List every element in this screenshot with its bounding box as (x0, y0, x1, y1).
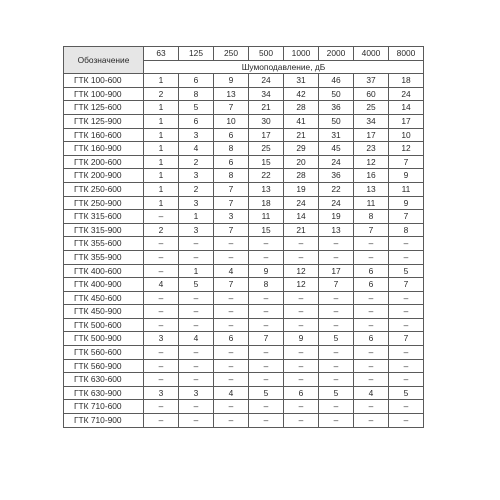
noise-value-cell: 10 (389, 128, 424, 142)
noise-value-cell: 9 (284, 332, 319, 346)
noise-value-cell: 17 (354, 128, 389, 142)
noise-value-cell: 34 (354, 114, 389, 128)
noise-value-cell: 13 (214, 87, 249, 101)
noise-value-cell: 25 (354, 101, 389, 115)
noise-value-cell: 6 (179, 114, 214, 128)
row-designation: ГТК 100-900 (64, 87, 144, 101)
noise-value-cell: – (389, 346, 424, 360)
noise-value-cell: 1 (144, 169, 179, 183)
noise-value-cell: 24 (319, 155, 354, 169)
noise-value-cell: 4 (214, 386, 249, 400)
noise-value-cell: 5 (319, 386, 354, 400)
noise-reduction-subheader: Шумоподавление, дБ (144, 60, 424, 74)
noise-value-cell: – (284, 250, 319, 264)
noise-value-cell: – (144, 264, 179, 278)
noise-value-cell: 50 (319, 114, 354, 128)
table-row (64, 87, 424, 101)
row-designation: ГТК 560-600 (64, 346, 144, 360)
noise-value-cell: – (144, 359, 179, 373)
noise-value-cell: 7 (354, 223, 389, 237)
table-row (64, 359, 424, 373)
noise-value-cell: 22 (319, 182, 354, 196)
noise-value-cell: – (144, 318, 179, 332)
noise-value-cell: – (179, 305, 214, 319)
noise-value-cell: 7 (214, 196, 249, 210)
noise-value-cell: – (214, 250, 249, 264)
noise-value-cell: – (284, 318, 319, 332)
noise-value-cell: 7 (214, 278, 249, 292)
noise-value-cell: 25 (249, 142, 284, 156)
table-row (64, 128, 424, 142)
noise-value-cell: – (144, 400, 179, 414)
noise-value-cell: 8 (214, 142, 249, 156)
noise-value-cell: – (389, 359, 424, 373)
noise-value-cell: 7 (389, 155, 424, 169)
noise-value-cell: 6 (214, 155, 249, 169)
noise-value-cell: – (214, 237, 249, 251)
row-designation: ГТК 125-600 (64, 101, 144, 115)
noise-value-cell: – (214, 305, 249, 319)
noise-value-cell: 22 (249, 169, 284, 183)
noise-value-cell: 8 (389, 223, 424, 237)
noise-value-cell: – (354, 305, 389, 319)
row-designation: ГТК 200-600 (64, 155, 144, 169)
noise-value-cell: – (354, 250, 389, 264)
noise-value-cell: – (214, 414, 249, 428)
noise-value-cell: 1 (144, 196, 179, 210)
row-designation: ГТК 400-900 (64, 278, 144, 292)
noise-value-cell: – (214, 359, 249, 373)
noise-value-cell: – (319, 400, 354, 414)
noise-value-cell: – (284, 373, 319, 387)
table-row (64, 196, 424, 210)
noise-value-cell: 15 (249, 223, 284, 237)
noise-value-cell: 6 (284, 386, 319, 400)
noise-value-cell: 9 (214, 74, 249, 88)
noise-value-cell: 15 (249, 155, 284, 169)
noise-value-cell: 21 (249, 101, 284, 115)
frequency-header: 1000 (284, 47, 319, 61)
table-row (64, 223, 424, 237)
noise-value-cell: – (144, 291, 179, 305)
noise-value-cell: 30 (249, 114, 284, 128)
noise-value-cell: 7 (214, 101, 249, 115)
row-designation: ГТК 355-900 (64, 250, 144, 264)
noise-value-cell: 7 (214, 182, 249, 196)
noise-value-cell: 9 (389, 169, 424, 183)
noise-value-cell: 13 (249, 182, 284, 196)
noise-value-cell: 16 (354, 169, 389, 183)
noise-value-cell: 6 (179, 74, 214, 88)
noise-value-cell: 5 (249, 386, 284, 400)
noise-value-cell: – (389, 318, 424, 332)
noise-value-cell: 3 (179, 128, 214, 142)
noise-value-cell: – (179, 291, 214, 305)
noise-value-cell: – (214, 373, 249, 387)
noise-value-cell: 21 (284, 223, 319, 237)
table-body (64, 74, 424, 427)
noise-value-cell: 46 (319, 74, 354, 88)
noise-value-cell: – (144, 305, 179, 319)
noise-value-cell: – (179, 414, 214, 428)
noise-value-cell: – (319, 373, 354, 387)
noise-value-cell: – (249, 346, 284, 360)
noise-value-cell: 60 (354, 87, 389, 101)
noise-value-cell: 6 (354, 332, 389, 346)
noise-value-cell: 41 (284, 114, 319, 128)
noise-value-cell: 12 (284, 278, 319, 292)
row-designation: ГТК 630-900 (64, 386, 144, 400)
row-designation: ГТК 710-600 (64, 400, 144, 414)
noise-value-cell: 11 (249, 210, 284, 224)
noise-reduction-table-container (63, 46, 424, 428)
noise-value-cell: – (179, 346, 214, 360)
noise-value-cell: – (179, 373, 214, 387)
noise-value-cell: 1 (144, 182, 179, 196)
noise-value-cell: – (319, 414, 354, 428)
noise-value-cell: 21 (284, 128, 319, 142)
noise-value-cell: 12 (354, 155, 389, 169)
table-row (64, 278, 424, 292)
frequency-header: 8000 (389, 47, 424, 61)
row-designation: ГТК 315-900 (64, 223, 144, 237)
designation-header: Обозначение (64, 47, 144, 74)
table-row (64, 101, 424, 115)
table-row (64, 114, 424, 128)
noise-value-cell: – (284, 400, 319, 414)
noise-value-cell: 24 (389, 87, 424, 101)
table-row (64, 210, 424, 224)
noise-value-cell: – (319, 305, 354, 319)
noise-value-cell: 28 (284, 169, 319, 183)
noise-value-cell: 24 (319, 196, 354, 210)
noise-value-cell: 1 (144, 128, 179, 142)
noise-value-cell: – (249, 400, 284, 414)
noise-value-cell: – (179, 237, 214, 251)
noise-value-cell: 5 (389, 386, 424, 400)
noise-value-cell: 20 (284, 155, 319, 169)
noise-value-cell: – (249, 318, 284, 332)
noise-value-cell: – (319, 250, 354, 264)
noise-value-cell: – (354, 359, 389, 373)
noise-value-cell: 12 (284, 264, 319, 278)
row-designation: ГТК 355-600 (64, 237, 144, 251)
table-row (64, 400, 424, 414)
noise-value-cell: 13 (319, 223, 354, 237)
table-row (64, 74, 424, 88)
noise-value-cell: 5 (179, 278, 214, 292)
noise-value-cell: 36 (319, 101, 354, 115)
table-row (64, 386, 424, 400)
noise-value-cell: – (144, 210, 179, 224)
noise-value-cell: 7 (389, 278, 424, 292)
noise-value-cell: – (144, 346, 179, 360)
noise-value-cell: 4 (354, 386, 389, 400)
noise-value-cell: 3 (144, 386, 179, 400)
noise-value-cell: 4 (144, 278, 179, 292)
noise-value-cell: – (354, 373, 389, 387)
noise-value-cell: 7 (214, 223, 249, 237)
noise-value-cell: 34 (249, 87, 284, 101)
noise-value-cell: – (319, 346, 354, 360)
noise-value-cell: – (249, 250, 284, 264)
noise-value-cell: 4 (179, 142, 214, 156)
noise-value-cell: 7 (389, 210, 424, 224)
row-designation: ГТК 160-600 (64, 128, 144, 142)
noise-value-cell: 3 (179, 196, 214, 210)
noise-value-cell: 5 (179, 101, 214, 115)
noise-value-cell: 6 (214, 332, 249, 346)
noise-value-cell: 3 (214, 210, 249, 224)
noise-value-cell: 3 (144, 332, 179, 346)
row-designation: ГТК 450-900 (64, 305, 144, 319)
noise-value-cell: 1 (144, 74, 179, 88)
noise-value-cell: 31 (319, 128, 354, 142)
noise-value-cell: – (354, 346, 389, 360)
row-designation: ГТК 500-600 (64, 318, 144, 332)
noise-value-cell: 2 (179, 182, 214, 196)
noise-value-cell: 14 (389, 101, 424, 115)
noise-value-cell: – (144, 237, 179, 251)
noise-value-cell: – (284, 291, 319, 305)
noise-value-cell: – (214, 346, 249, 360)
table-row (64, 291, 424, 305)
noise-value-cell: 8 (214, 169, 249, 183)
row-designation: ГТК 100-600 (64, 74, 144, 88)
noise-value-cell: 28 (284, 101, 319, 115)
noise-value-cell: 24 (249, 74, 284, 88)
row-designation: ГТК 250-600 (64, 182, 144, 196)
noise-value-cell: 31 (284, 74, 319, 88)
noise-value-cell: – (179, 400, 214, 414)
noise-value-cell: 6 (354, 264, 389, 278)
row-designation: ГТК 160-900 (64, 142, 144, 156)
row-designation: ГТК 630-600 (64, 373, 144, 387)
frequency-header: 500 (249, 47, 284, 61)
noise-value-cell: 7 (319, 278, 354, 292)
noise-value-cell: 4 (214, 264, 249, 278)
noise-value-cell: – (144, 250, 179, 264)
row-designation: ГТК 400-600 (64, 264, 144, 278)
noise-value-cell: – (389, 250, 424, 264)
noise-value-cell: 1 (144, 155, 179, 169)
noise-value-cell: 9 (389, 196, 424, 210)
table-row (64, 142, 424, 156)
noise-value-cell: – (354, 400, 389, 414)
noise-value-cell: 1 (179, 264, 214, 278)
noise-value-cell: 10 (214, 114, 249, 128)
noise-value-cell: – (144, 414, 179, 428)
noise-value-cell: 18 (389, 74, 424, 88)
noise-value-cell: – (319, 318, 354, 332)
table-row (64, 182, 424, 196)
noise-value-cell: – (354, 318, 389, 332)
row-designation: ГТК 450-600 (64, 291, 144, 305)
noise-value-cell: – (179, 359, 214, 373)
frequency-header: 63 (144, 47, 179, 61)
noise-value-cell: 37 (354, 74, 389, 88)
noise-value-cell: 29 (284, 142, 319, 156)
noise-value-cell: – (249, 373, 284, 387)
noise-value-cell: 1 (179, 210, 214, 224)
noise-value-cell: – (179, 250, 214, 264)
noise-value-cell: 2 (179, 155, 214, 169)
noise-value-cell: – (249, 237, 284, 251)
noise-value-cell: 3 (179, 169, 214, 183)
row-designation: ГТК 710-900 (64, 414, 144, 428)
noise-value-cell: – (249, 414, 284, 428)
table-row (64, 264, 424, 278)
table-row (64, 155, 424, 169)
noise-value-cell: 2 (144, 87, 179, 101)
noise-value-cell: – (214, 400, 249, 414)
noise-value-cell: – (389, 237, 424, 251)
noise-value-cell: 11 (389, 182, 424, 196)
frequency-header-row (64, 47, 424, 61)
noise-value-cell: – (284, 346, 319, 360)
noise-value-cell: – (284, 305, 319, 319)
row-designation: ГТК 500-900 (64, 332, 144, 346)
noise-value-cell: 3 (179, 386, 214, 400)
noise-value-cell: 14 (284, 210, 319, 224)
noise-value-cell: – (249, 291, 284, 305)
noise-value-cell: 45 (319, 142, 354, 156)
noise-value-cell: – (389, 373, 424, 387)
table-row (64, 250, 424, 264)
noise-value-cell: 24 (284, 196, 319, 210)
noise-value-cell: – (144, 373, 179, 387)
table-row (64, 373, 424, 387)
noise-value-cell: 7 (249, 332, 284, 346)
noise-value-cell: 17 (319, 264, 354, 278)
noise-value-cell: – (319, 237, 354, 251)
table-row (64, 305, 424, 319)
noise-value-cell: 12 (389, 142, 424, 156)
noise-value-cell: 3 (179, 223, 214, 237)
frequency-header: 250 (214, 47, 249, 61)
noise-value-cell: 11 (354, 196, 389, 210)
noise-value-cell: 8 (249, 278, 284, 292)
noise-value-cell: 17 (389, 114, 424, 128)
table-row (64, 414, 424, 428)
noise-value-cell: – (284, 359, 319, 373)
noise-value-cell: 8 (354, 210, 389, 224)
table-row (64, 346, 424, 360)
row-designation: ГТК 200-900 (64, 169, 144, 183)
noise-value-cell: – (389, 305, 424, 319)
noise-value-cell: – (179, 318, 214, 332)
noise-value-cell: – (354, 414, 389, 428)
noise-value-cell: 1 (144, 142, 179, 156)
noise-value-cell: 23 (354, 142, 389, 156)
table-row (64, 332, 424, 346)
noise-value-cell: – (389, 291, 424, 305)
frequency-header: 4000 (354, 47, 389, 61)
noise-value-cell: 1 (144, 101, 179, 115)
table-row (64, 237, 424, 251)
noise-value-cell: 4 (179, 332, 214, 346)
noise-value-cell: – (389, 400, 424, 414)
noise-value-cell: – (284, 414, 319, 428)
noise-value-cell: 1 (144, 114, 179, 128)
noise-value-cell: 17 (249, 128, 284, 142)
noise-value-cell: 50 (319, 87, 354, 101)
frequency-header: 125 (179, 47, 214, 61)
noise-value-cell: 36 (319, 169, 354, 183)
noise-value-cell: – (354, 237, 389, 251)
noise-value-cell: 42 (284, 87, 319, 101)
noise-value-cell: – (389, 414, 424, 428)
table-row (64, 318, 424, 332)
noise-value-cell: – (249, 359, 284, 373)
noise-value-cell: 8 (179, 87, 214, 101)
table-row (64, 169, 424, 183)
noise-value-cell: 2 (144, 223, 179, 237)
noise-value-cell: 5 (319, 332, 354, 346)
row-designation: ГТК 315-600 (64, 210, 144, 224)
noise-value-cell: 19 (284, 182, 319, 196)
noise-value-cell: – (319, 291, 354, 305)
noise-value-cell: 19 (319, 210, 354, 224)
noise-value-cell: 6 (214, 128, 249, 142)
noise-value-cell: – (214, 291, 249, 305)
frequency-header: 2000 (319, 47, 354, 61)
noise-value-cell: 9 (249, 264, 284, 278)
noise-value-cell: – (284, 237, 319, 251)
noise-value-cell: – (319, 359, 354, 373)
noise-value-cell: – (249, 305, 284, 319)
noise-value-cell: 7 (389, 332, 424, 346)
row-designation: ГТК 250-900 (64, 196, 144, 210)
noise-value-cell: – (214, 318, 249, 332)
noise-value-cell: 5 (389, 264, 424, 278)
noise-reduction-table (63, 46, 424, 428)
noise-value-cell: 13 (354, 182, 389, 196)
noise-value-cell: 6 (354, 278, 389, 292)
row-designation: ГТК 560-900 (64, 359, 144, 373)
noise-value-cell: – (354, 291, 389, 305)
noise-value-cell: 18 (249, 196, 284, 210)
row-designation: ГТК 125-900 (64, 114, 144, 128)
